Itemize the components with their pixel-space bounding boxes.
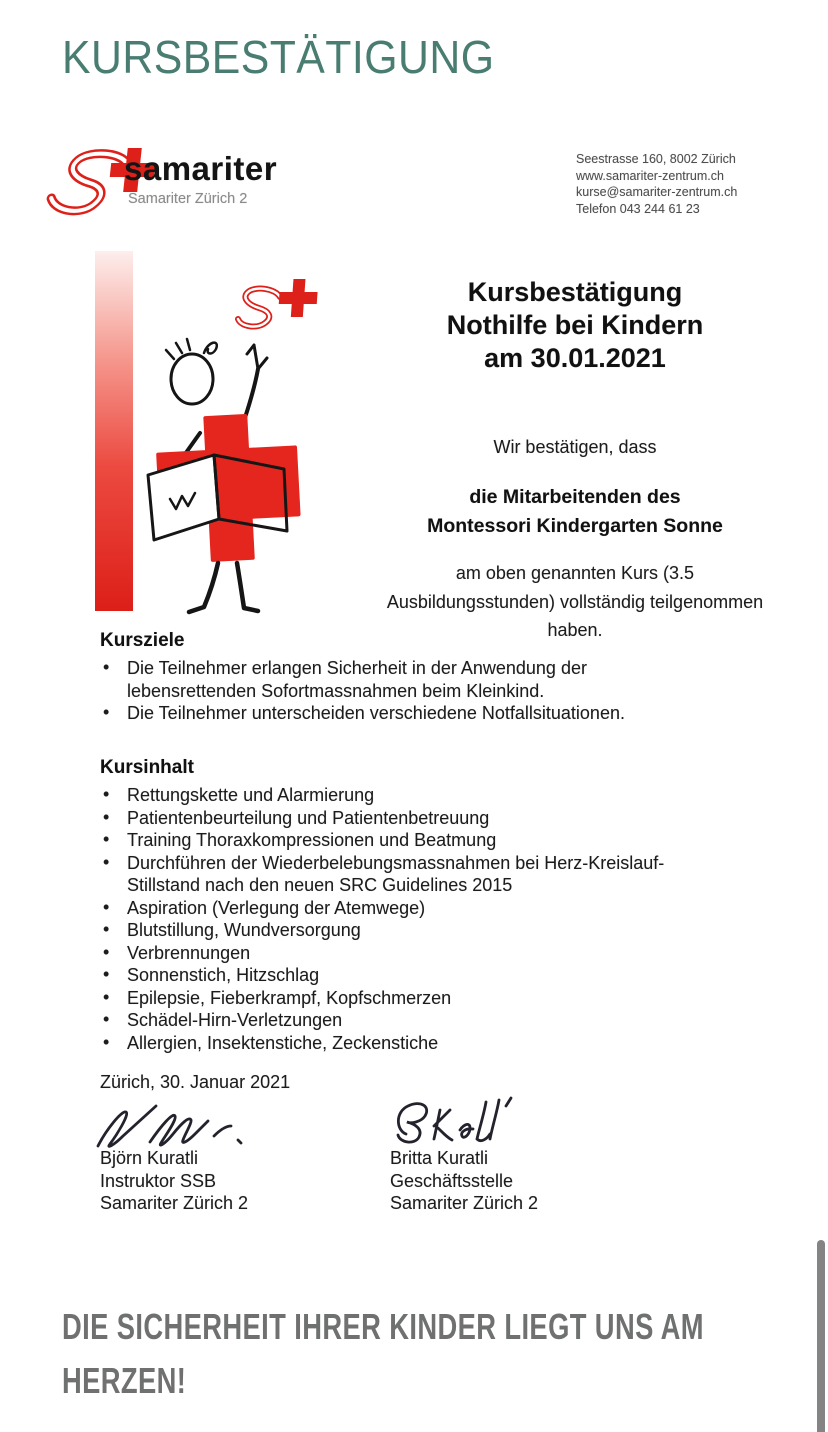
stick-figure-head <box>166 339 217 404</box>
content-item: • Durchführen der Wiederbelebungsmassnahmen bei Herz-Kreislauf-Stillstand nach den neuen SRC Guidelines 2015 <box>100 852 690 897</box>
content-item: • Patientenbeurteilung und Patientenbetreuung <box>100 807 690 830</box>
certificate-title-line: Kursbestätigung <box>467 277 683 307</box>
content-item: • Aspiration (Verlegung der Atemwege) <box>100 897 690 920</box>
certificate-title <box>355 276 795 375</box>
contact-line: Seestrasse 160, 8002 Zürich <box>576 152 736 166</box>
contact-line: www.samariter-zentrum.ch <box>576 168 724 183</box>
signatory-org: Samariter Zürich 2 <box>100 1193 249 1213</box>
participation-statement <box>330 559 820 645</box>
certificate-title-line: am 30.01.2021 <box>484 343 666 373</box>
content-list <box>100 784 690 1054</box>
content-item: • Training Thoraxkompressionen und Beatmung <box>100 829 690 852</box>
signatory-name: Björn Kuratli <box>100 1148 199 1168</box>
signature-bjoern-kuratli <box>92 1096 277 1154</box>
signature-britta-kuratli <box>386 1092 536 1154</box>
brand-subtitle: Samariter Zürich 2 <box>128 191 248 207</box>
date-line: Zürich, 30. Januar 2021 <box>100 1072 291 1092</box>
goals-heading: Kursziele <box>100 630 185 651</box>
recipient-line: die Mitarbeitenden des <box>469 486 681 508</box>
content-heading: Kursinhalt <box>100 757 194 778</box>
signatory-org: Samariter Zürich 2 <box>390 1193 539 1213</box>
signatory-role: Instruktor SSB <box>100 1170 217 1191</box>
recipient <box>355 483 795 541</box>
signature-block-right <box>390 1147 650 1215</box>
signature-block-left <box>100 1147 360 1215</box>
content-item: • Epilepsie, Fieberkrampf, Kopfschmerzen <box>100 987 690 1010</box>
footer-claim <box>62 1300 704 1408</box>
content-item: • Rettungskette und Alarmierung <box>100 784 690 807</box>
goal-item: • Die Teilnehmer erlangen Sicherheit in der Anwendung der lebensrettenden Sofortmassnahmen beim Kleinkind. <box>100 657 690 702</box>
scrollbar-thumb[interactable] <box>817 1240 825 1432</box>
participation-line: am oben genannten Kurs (3.5 <box>455 563 695 583</box>
brand-name: samariter <box>124 150 278 187</box>
footer-claim-line: HERZEN! <box>62 1360 187 1401</box>
signatory-name: Britta Kuratli <box>390 1148 489 1168</box>
participation-line: haben. <box>547 620 603 640</box>
contact-block <box>576 151 737 217</box>
confirmation-intro: Wir bestätigen, dass <box>493 437 657 457</box>
first-aid-stick-figure-illustration <box>88 243 340 621</box>
contact-line: kurse@samariter-zentrum.ch <box>576 185 738 199</box>
content-item: • Blutstillung, Wundversorgung <box>100 919 690 942</box>
goals-list <box>100 657 690 725</box>
content-item: • Allergien, Insektenstiche, Zeckenstiche <box>100 1032 690 1055</box>
contact-line: Telefon 043 244 61 23 <box>576 201 700 216</box>
signatory-role: Geschäftsstelle <box>390 1170 514 1191</box>
content-item: • Verbrennungen <box>100 942 690 965</box>
stick-figure-legs <box>189 563 258 612</box>
page-title: KURSBESTÄTIGUNG <box>62 31 495 83</box>
content-item: • Schädel-Hirn-Verletzungen <box>100 1009 690 1032</box>
samariter-mini-logo-icon <box>238 279 318 326</box>
participation-line: Ausbildungsstunden) vollständig teilgenommen <box>386 591 764 612</box>
certificate-title-line: Nothilfe bei Kindern <box>446 310 704 340</box>
goal-item: • Die Teilnehmer unterscheiden verschiedene Notfallsituationen. <box>100 702 690 725</box>
samariter-s-icon <box>49 154 129 211</box>
content-item: • Sonnenstich, Hitzschlag <box>100 964 690 987</box>
footer-claim-line: DIE SICHERHEIT IHRER KINDER LIEGT UNS AM <box>62 1306 704 1347</box>
recipient-line: Montessori Kindergarten Sonne <box>427 515 723 537</box>
red-gradient-bar <box>95 251 133 611</box>
